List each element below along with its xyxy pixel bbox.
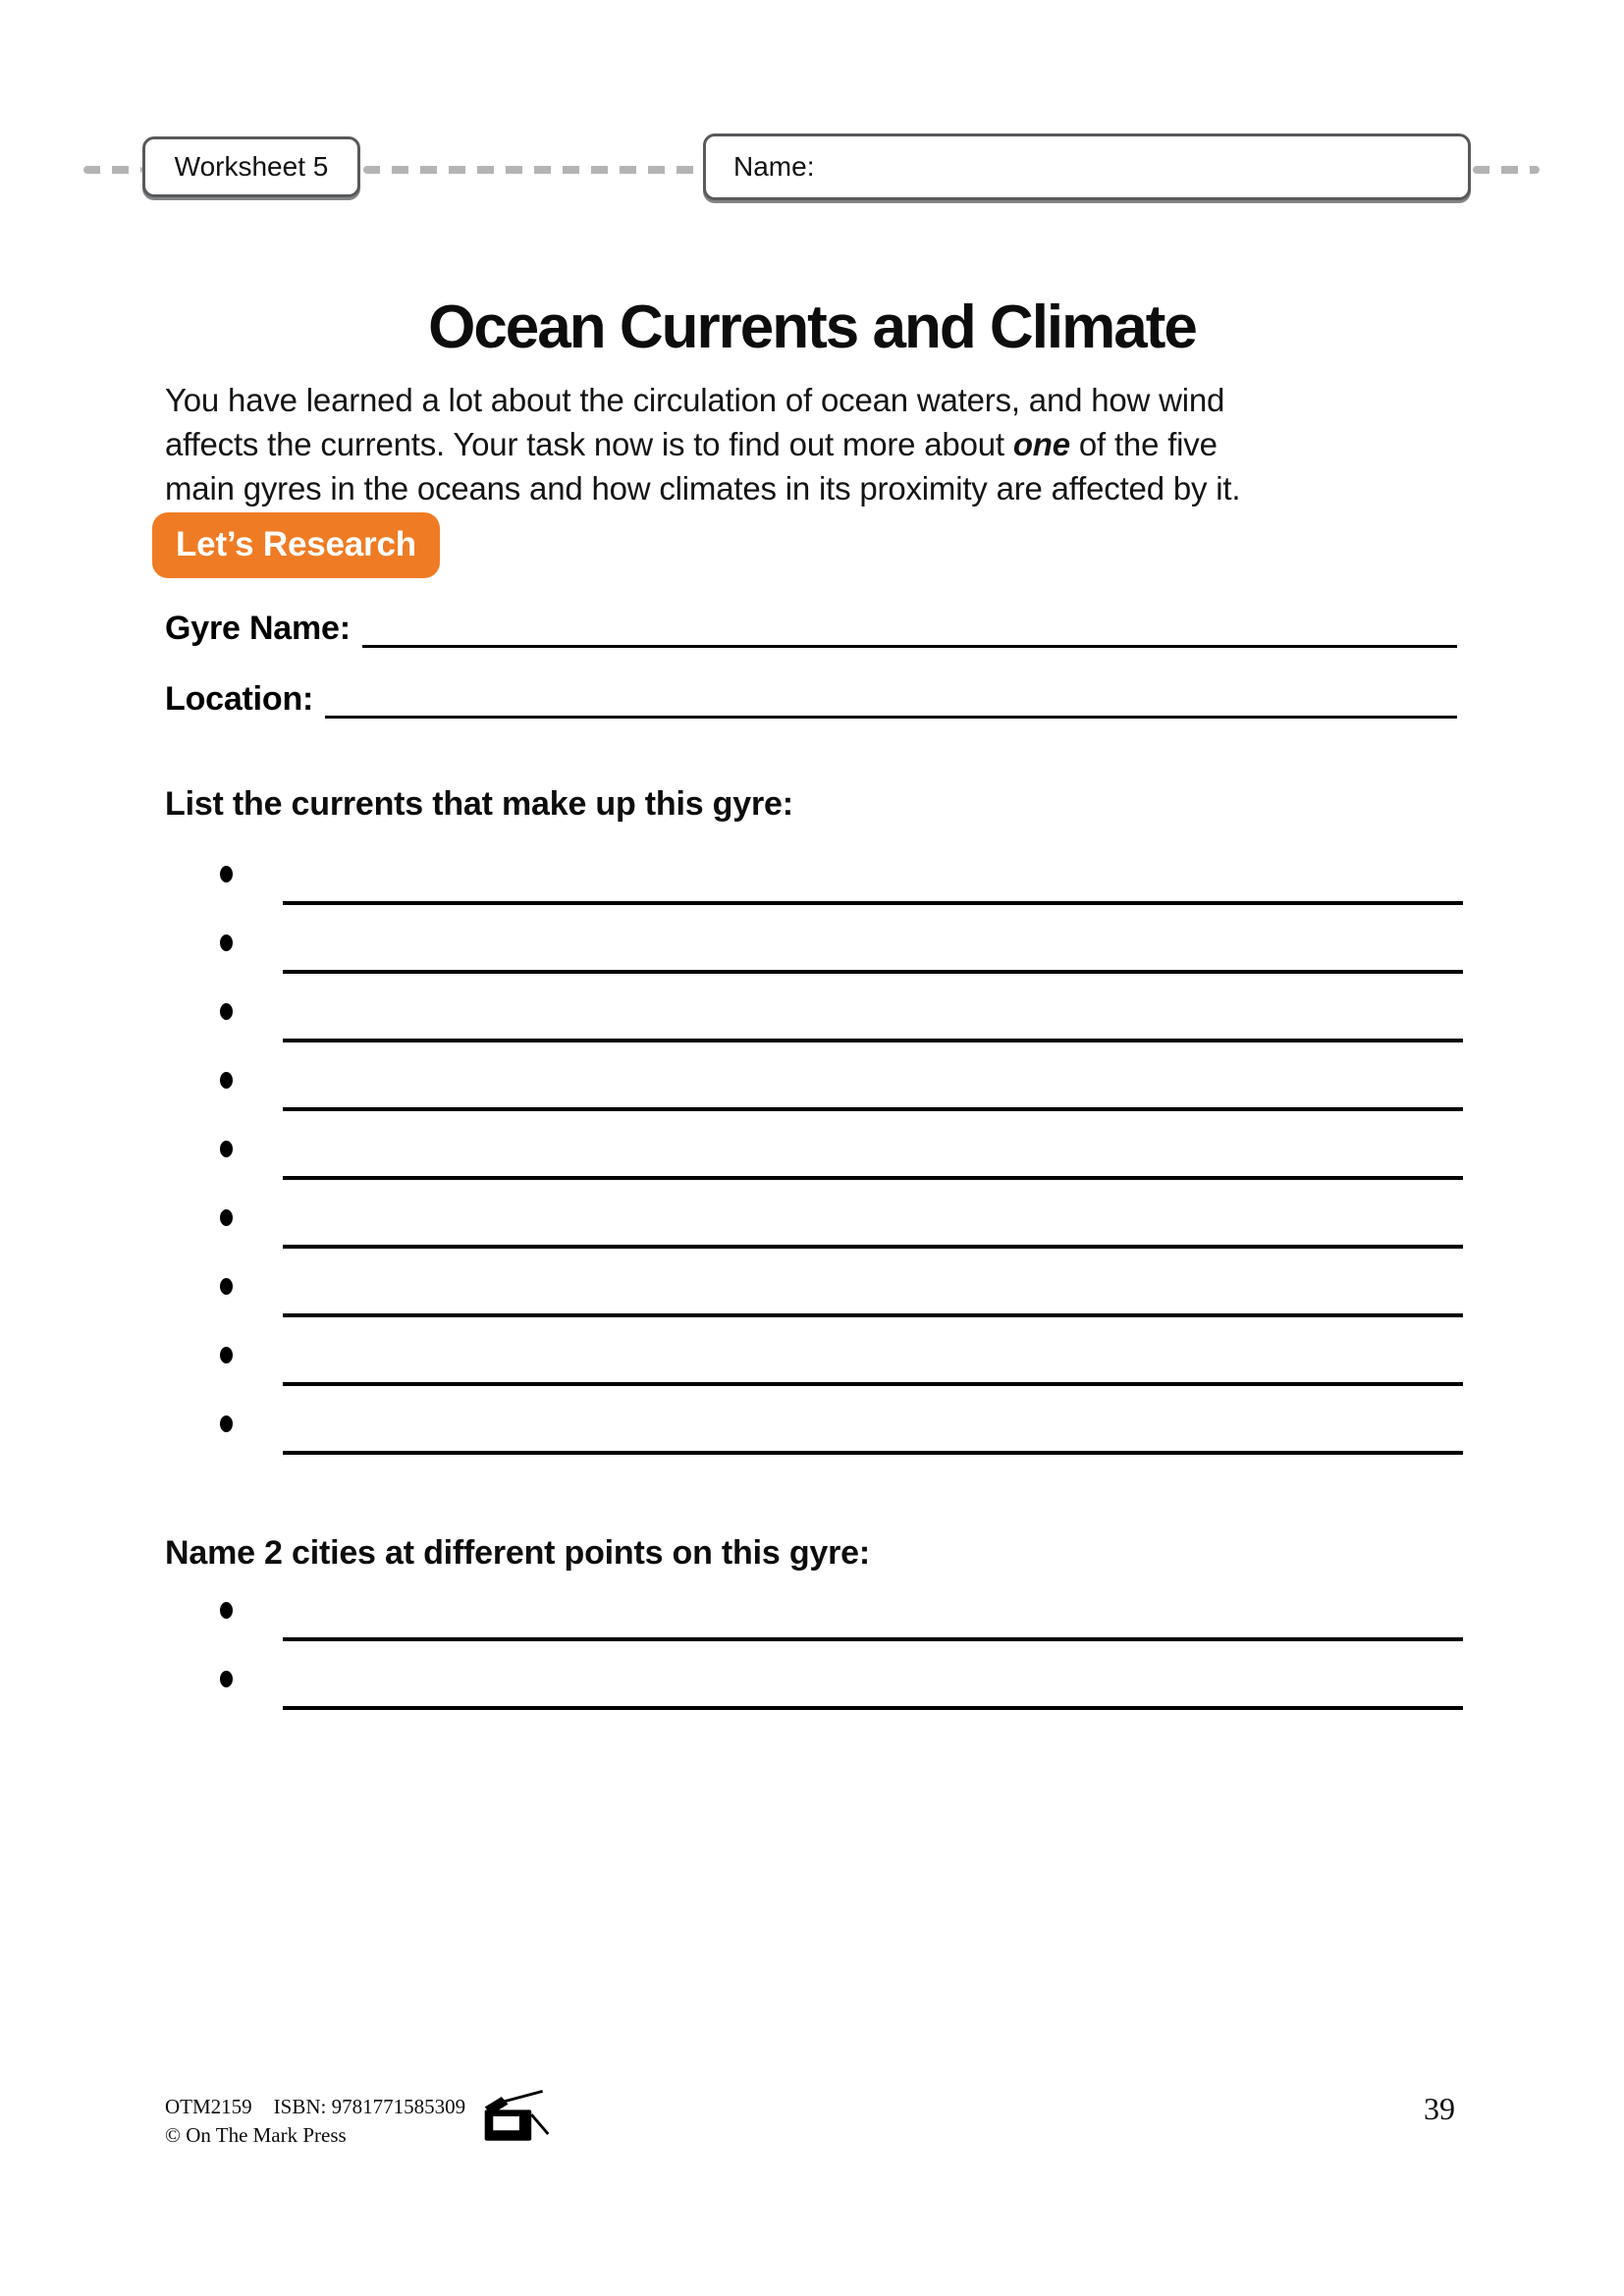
current-row xyxy=(218,1111,1463,1180)
intro-text-segment: of the five xyxy=(1069,426,1218,462)
name-field[interactable] xyxy=(703,133,1471,200)
dashed-line-middle xyxy=(363,166,701,174)
gyre-name-row xyxy=(165,603,1457,648)
bullet-icon xyxy=(220,1602,233,1619)
location-label: Location: xyxy=(165,680,314,718)
bullet-icon xyxy=(220,1671,233,1687)
bullet-icon xyxy=(220,1003,233,1020)
lets-research-badge: Let’s Research xyxy=(152,512,440,578)
currents-section-heading: List the currents that make up this gyre: xyxy=(165,785,793,823)
bullet-icon xyxy=(220,1415,233,1432)
gyre-name-blank-line[interactable] xyxy=(362,600,1457,648)
current-row xyxy=(218,905,1463,974)
isbn-text: ISBN: 9781771585309 xyxy=(273,2095,466,2118)
bullet-icon xyxy=(220,1072,233,1089)
city-row xyxy=(218,1641,1463,1710)
current-row xyxy=(218,836,1463,905)
page-number: 39 xyxy=(1424,2091,1455,2126)
location-blank-line[interactable] xyxy=(325,670,1457,719)
worksheet-number-label: Worksheet 5 xyxy=(174,151,329,182)
intro-text-segment: affects the currents. Your task now is to find out more about xyxy=(165,426,1013,462)
current-row xyxy=(218,1386,1463,1455)
dashed-line-left xyxy=(83,166,142,174)
current-blank-line[interactable] xyxy=(283,1451,1463,1455)
intro-emphasis-word: one xyxy=(1012,426,1070,462)
bullet-icon xyxy=(220,1141,233,1157)
current-row xyxy=(218,1249,1463,1317)
copyright-text: © On The Mark Press xyxy=(165,2123,347,2147)
bullet-icon xyxy=(220,934,233,951)
intro-paragraph xyxy=(165,378,1471,510)
photocopier-icon xyxy=(479,2085,554,2148)
dashed-line-right xyxy=(1473,166,1540,174)
location-row xyxy=(165,673,1457,719)
footer-code-line xyxy=(165,2093,465,2121)
currents-blank-list xyxy=(218,836,1463,1455)
current-row xyxy=(218,1317,1463,1386)
worksheet-number-tab xyxy=(142,136,360,197)
cities-blank-list xyxy=(218,1573,1463,1710)
city-blank-line[interactable] xyxy=(283,1706,1463,1710)
cities-section-heading: Name 2 cities at different points on this gyre: xyxy=(165,1534,870,1572)
bullet-icon xyxy=(220,1278,233,1295)
current-row xyxy=(218,1042,1463,1111)
bullet-icon xyxy=(220,1347,233,1363)
current-row xyxy=(218,974,1463,1042)
bullet-icon xyxy=(220,1209,233,1226)
product-code: OTM2159 xyxy=(165,2095,252,2118)
bullet-icon xyxy=(220,866,233,882)
footer-publisher-info xyxy=(165,2093,465,2150)
intro-text-segment: main gyres in the oceans and how climates in its proximity are affected by it. xyxy=(165,470,1241,507)
name-field-label: Name: xyxy=(733,151,815,182)
intro-text-segment: You have learned a lot about the circulation of ocean waters, and how wind xyxy=(165,382,1225,418)
gyre-name-label: Gyre Name: xyxy=(165,610,351,647)
current-row xyxy=(218,1180,1463,1249)
page-title: Ocean Currents and Climate xyxy=(428,293,1196,361)
city-row xyxy=(218,1573,1463,1641)
